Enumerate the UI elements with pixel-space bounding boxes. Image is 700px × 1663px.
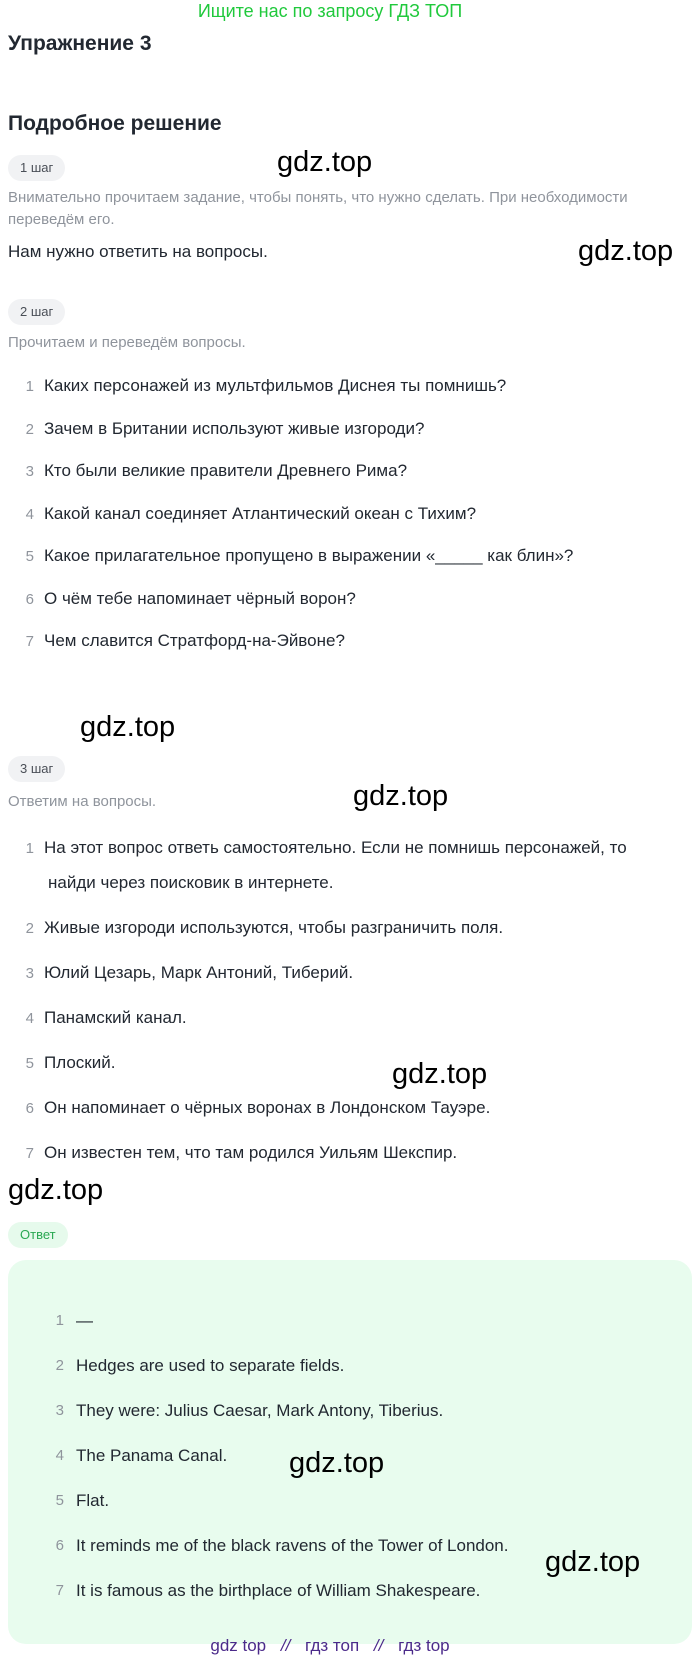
answer-item: The Panama Canal. — [76, 1446, 228, 1465]
list-number: 4 — [25, 506, 34, 523]
list-item: На этот вопрос ответь самостоятельно. Если не помнишь персонажей, то — [44, 838, 627, 857]
list-item: О чём тебе напоминает чёрный ворон? — [44, 589, 356, 608]
footer-separator: // — [280, 1636, 291, 1655]
step-2-hint: Прочитаем и переведём вопросы. — [8, 334, 246, 351]
footer-link-gdz-top-ru[interactable]: гдз топ — [305, 1636, 360, 1655]
answer-number: 7 — [55, 1582, 64, 1599]
watermark: gdz.top — [392, 1058, 488, 1090]
list-item: Юлий Цезарь, Марк Антоний, Тиберий. — [44, 963, 354, 982]
list-item: Чем славится Стратфорд-на-Эйвоне? — [44, 631, 345, 650]
answer-number: 3 — [55, 1402, 64, 1419]
footer-link-gdz-top[interactable]: gdz top — [210, 1636, 267, 1655]
list-item: Он известен тем, что там родился Уильям Шекспир. — [44, 1143, 458, 1162]
exercise-title: Упражнение 3 — [8, 32, 152, 55]
step-3-badge: 3 шаг — [8, 756, 65, 782]
answer-item: It reminds me of the black ravens of the Tower of London. — [76, 1536, 509, 1555]
list-item: Плоский. — [44, 1053, 116, 1072]
watermark: gdz.top — [545, 1546, 641, 1578]
list-item: Кто были великие правители Древнего Рима? — [44, 461, 408, 480]
watermark: gdz.top — [80, 711, 176, 743]
answer-item: It is famous as the birthplace of William Shakespeare. — [76, 1581, 481, 1600]
watermark: gdz.top — [578, 235, 674, 267]
watermark: gdz.top — [8, 1174, 104, 1206]
step-1-badge: 1 шаг — [8, 155, 65, 181]
list-number: 1 — [25, 840, 34, 857]
step-2-badge: 2 шаг — [8, 299, 65, 325]
list-number: 5 — [25, 548, 34, 565]
answer-number: 6 — [55, 1537, 64, 1554]
step-1-text: Нам нужно ответить на вопросы. — [8, 242, 268, 261]
list-number: 6 — [25, 1100, 34, 1117]
answer-item: Hedges are used to separate fields. — [76, 1356, 345, 1375]
list-number: 1 — [25, 378, 34, 395]
step-3-hint: Ответим на вопросы. — [8, 793, 157, 810]
footer-link-gdz-top-mixed[interactable]: гдз top — [398, 1636, 450, 1655]
footer-separator: // — [373, 1636, 384, 1655]
answer-number: 5 — [55, 1492, 64, 1509]
list-number: 7 — [25, 1145, 34, 1162]
list-item: Какое прилагательное пропущено в выражении «_____ как блин»? — [44, 546, 574, 565]
list-number: 2 — [25, 920, 34, 937]
watermark: gdz.top — [277, 146, 373, 178]
answer-number: 4 — [55, 1447, 64, 1464]
list-number: 7 — [25, 633, 34, 650]
list-number: 4 — [25, 1010, 34, 1027]
list-item: Панамский канал. — [44, 1008, 187, 1027]
list-number: 6 — [25, 591, 34, 608]
list-item: Он напоминает о чёрных воронах в Лондонском Тауэре. — [44, 1098, 491, 1117]
list-number: 5 — [25, 1055, 34, 1072]
list-number: 2 — [25, 421, 34, 438]
watermark: gdz.top — [289, 1447, 385, 1479]
list-number: 3 — [25, 965, 34, 982]
list-item: Живые изгороди используются, чтобы разграничить поля. — [44, 918, 504, 937]
list-number: 3 — [25, 463, 34, 480]
list-item: Зачем в Британии используют живые изгороди? — [44, 419, 425, 438]
answer-item: They were: Julius Caesar, Mark Antony, Tiberius. — [76, 1401, 444, 1420]
answer-number: 1 — [55, 1312, 64, 1329]
answer-badge: Ответ — [8, 1222, 68, 1248]
footer-links — [0, 1636, 660, 1656]
search-banner: Ищите нас по запросу ГДЗ ТОП — [197, 1, 463, 21]
list-item: Каких персонажей из мультфильмов Диснея ты помнишь? — [44, 376, 507, 395]
solution-title: Подробное решение — [8, 112, 222, 135]
answer-item: Flat. — [76, 1491, 110, 1510]
watermark: gdz.top — [353, 780, 449, 812]
list-item: Какой канал соединяет Атлантический океан с Тихим? — [44, 504, 477, 523]
list-item-continuation: найди через поисковик в интернете. — [48, 873, 334, 892]
answer-item: — — [76, 1311, 93, 1330]
answer-number: 2 — [55, 1357, 64, 1374]
step-1-hint: Внимательно прочитаем задание, чтобы понять, что нужно сделать. При необходимости переведём его. — [8, 189, 628, 228]
